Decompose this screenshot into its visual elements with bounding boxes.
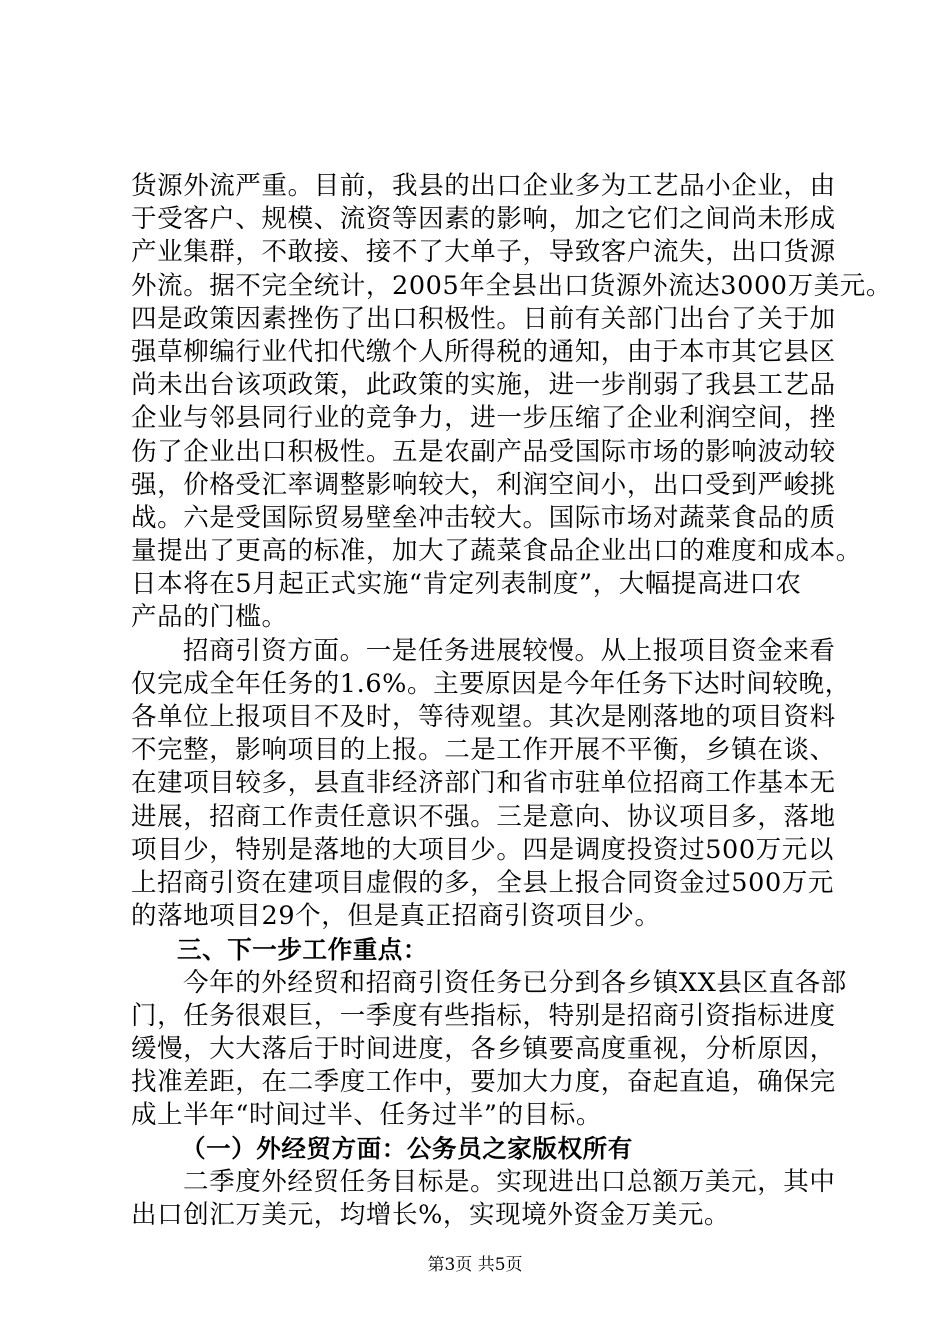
document-body [131,170,892,1232]
text-line: 进展，招商工作责任意识不强。三是意向、协议项目多，落地 [131,801,836,832]
paragraph-start-line: 二季度外经贸任务目标是。实现进出口总额万美元，其中 [183,1166,836,1197]
text-line: 产业集群，不敢接、接不了大单子，导致客户流失，出口货源 [131,237,836,268]
text-line: 尚未出台该项政策，此政策的实施，进一步削弱了我县工艺品 [131,370,836,401]
subsection-heading: （一）外经贸方面：公务员之家版权所有 [181,1134,633,1164]
text-line: 企业与邻县同行业的竞争力，进一步压缩了企业利润空间，挫 [131,403,836,434]
text-line: 缓慢，大大落后于时间进度，各乡镇要高度重视，分析原因， [131,1033,836,1064]
text-line: 强，价格受汇率调整影响较大，利润空间小，出口受到严峻挑 [131,469,836,500]
text-line: 于受客户、规模、流资等因素的影响，加之它们之间尚未形成 [131,204,836,235]
text-line: 仅完成全年任务的1.6%。主要原因是今年任务下达时间较晚， [131,668,851,699]
text-line: 伤了企业出口积极性。五是农副产品受国际市场的影响波动较 [131,436,836,467]
paragraph-start-line: 招商引资方面。一是任务进展较慢。从上报项目资金来看 [183,635,836,666]
text-line: 货源外流严重。目前，我县的出口企业多为工艺品小企业，由 [131,171,836,201]
text-line: 门，任务很艰巨，一季度有些指标，特别是招商引资指标进度 [131,1000,836,1031]
text-line: 找准差距，在二季度工作中，要加大力度，奋起直追，确保完 [131,1067,836,1098]
text-line: 量提出了更高的标准，加大了蔬菜食品企业出口的难度和成本。 [131,536,862,567]
text-line: 不完整，影响项目的上报。二是工作开展不平衡，乡镇在谈、 [131,735,836,766]
text-line: 产品的门槛。 [131,602,288,633]
text-line: 项目少，特别是落地的大项目少。四是调度投资过500万元以 [131,834,834,865]
text-line: 的落地项目29个，但是真正招商引资项目少。 [131,901,661,932]
text-line: 四是政策因素挫伤了出口积极性。日前有关部门出台了关于加 [131,303,836,334]
text-line: 战。六是受国际贸易壁垒冲击较大。国际市场对蔬菜食品的质 [131,502,836,533]
text-line: 外流。据不完全统计，2005年全县出口货源外流达3000万美元。 [131,270,892,301]
text-line: 成上半年“时间过半、任务过半”的目标。 [131,1100,602,1131]
text-line: 强草柳编行业代扣代缴个人所得税的通知，由于本市其它县区 [131,336,836,367]
page-number-footer: 第3页 共5页 [427,1255,523,1275]
text-line: 各单位上报项目不及时，等待观望。其次是刚落地的项目资料 [131,702,836,732]
text-line: 上招商引资在建项目虚假的多，全县上报合同资金过500万元 [131,867,834,898]
text-line: 日本将在5月起正式实施“肯定列表制度”，大幅提高进口农 [131,569,802,600]
text-line: 在建项目较多，县直非经济部门和省市驻单位招商工作基本无 [131,768,836,799]
paragraph-start-line: 今年的外经贸和招商引资任务已分到各乡镇XX县区直各部 [183,967,847,998]
section-heading: 三、下一步工作重点： [177,935,428,965]
text-line: 出口创汇万美元，均增长%，实现境外资金万美元。 [131,1199,731,1230]
